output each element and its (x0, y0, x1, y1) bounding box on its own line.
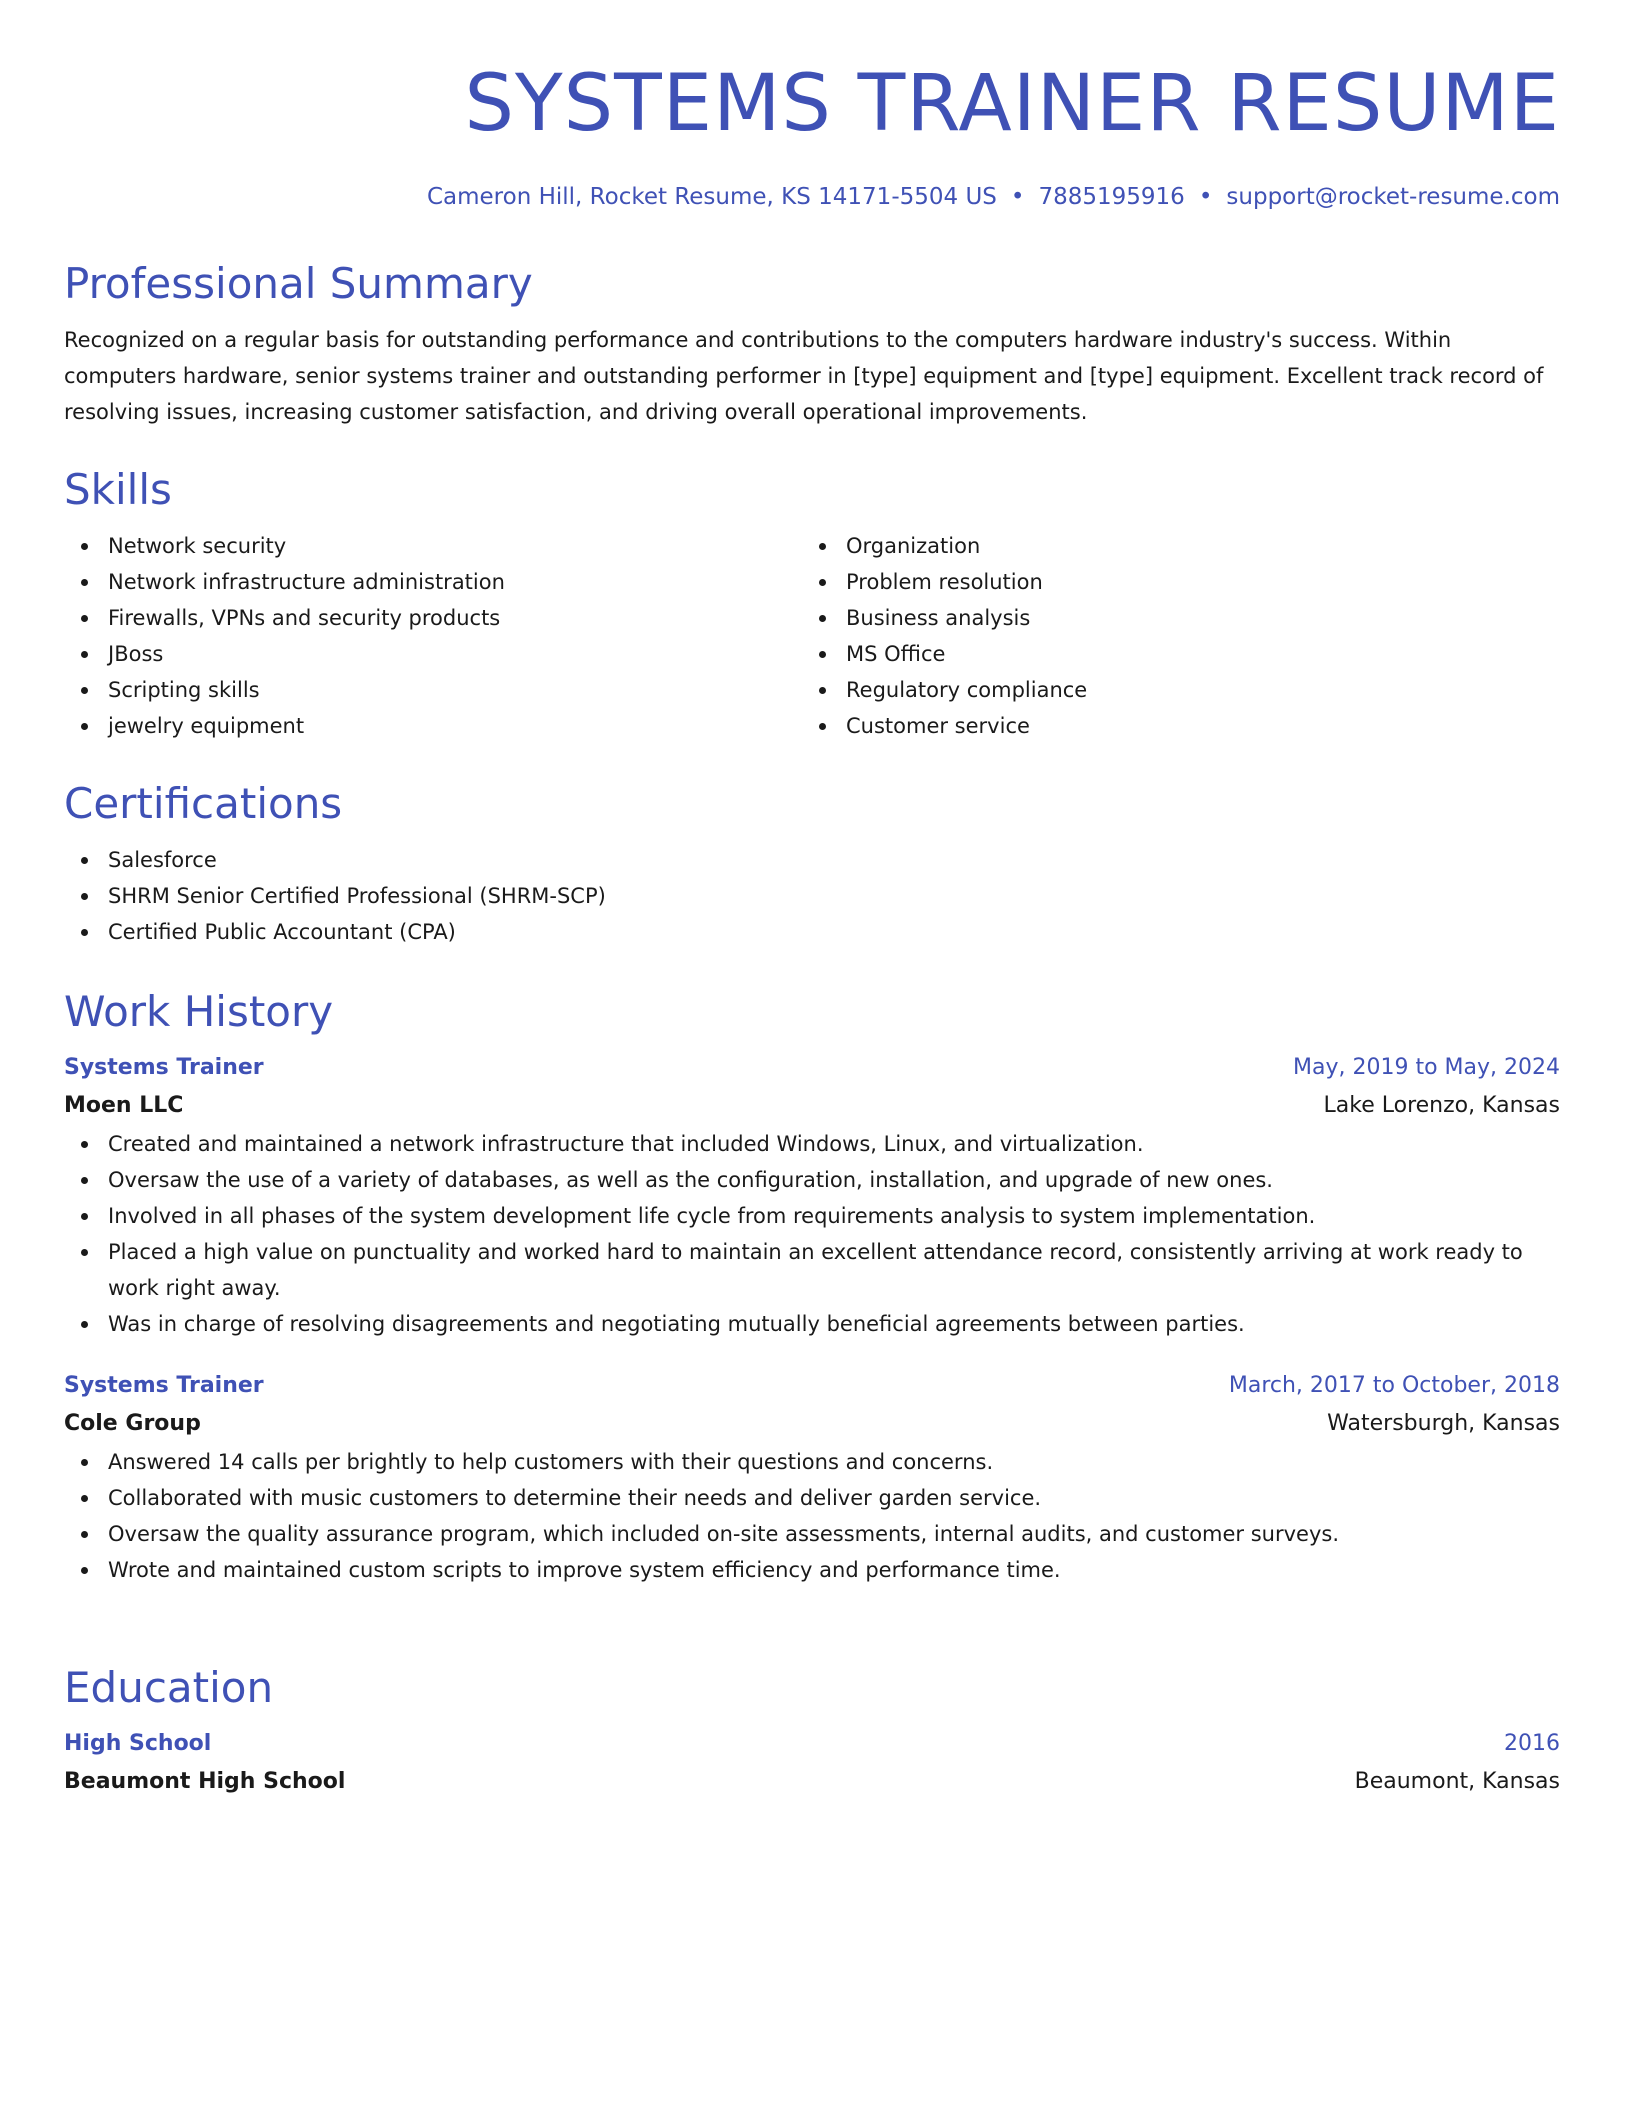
work-history-heading: Work History (64, 987, 334, 1036)
education-section (64, 1662, 1560, 1802)
resume-page (64, 0, 1560, 1794)
job-entry (64, 1368, 1560, 1588)
skills-column-right (802, 528, 1540, 744)
job-entry (64, 1050, 1560, 1342)
skill-item: Business analysis (802, 600, 1540, 636)
skill-item: Scripting skills (64, 672, 802, 708)
skill-item: JBoss (64, 636, 802, 672)
job-bullet: Wrote and maintained custom scripts to improve system efficiency and performance time. (64, 1552, 1560, 1588)
job-bullet: Created and maintained a network infrastructure that included Windows, Linux, and virtualization. (64, 1126, 1560, 1162)
education-school: Beaumont High School (64, 1769, 346, 1794)
certification-item: SHRM Senior Certified Professional (SHRM-SCP) (64, 878, 1560, 914)
contact-separator: • (1010, 184, 1025, 210)
skill-item: Problem resolution (802, 564, 1540, 600)
skill-item: Regulatory compliance (802, 672, 1540, 708)
job-dates: May, 2019 to May, 2024 (1293, 1055, 1560, 1080)
skills-column-left (64, 528, 802, 744)
skill-item: Organization (802, 528, 1540, 564)
job-bullet: Oversaw the use of a variety of databases, as well as the configuration, installation, and upgrade of new ones. (64, 1162, 1560, 1198)
contact-phone: 7885195916 (1038, 184, 1185, 210)
job-location: Watersburgh, Kansas (1327, 1411, 1560, 1436)
skill-item: Network infrastructure administration (64, 564, 802, 600)
education-year: 2016 (1504, 1731, 1560, 1756)
contact-line (427, 182, 1560, 212)
job-company: Cole Group (64, 1411, 201, 1436)
work-history-section (64, 986, 1560, 1588)
certifications-list (64, 842, 1560, 950)
skills-grid (64, 528, 1560, 744)
job-bullet: Placed a high value on punctuality and worked hard to maintain an excellent attendance record, consistently arriving at work ready to work right away. (64, 1234, 1560, 1306)
skills-heading: Skills (64, 465, 172, 514)
summary-section (64, 258, 1560, 430)
contact-separator: • (1198, 184, 1213, 210)
job-bullets (64, 1126, 1560, 1342)
job-dates: March, 2017 to October, 2018 (1228, 1373, 1560, 1398)
skills-section (64, 464, 1560, 744)
contact-address: Cameron Hill, Rocket Resume, KS 14171-5504 US (426, 184, 997, 210)
summary-text: Recognized on a regular basis for outstanding performance and contributions to the computers hardware industry's success. Within computers hardware, senior systems trainer and outstanding performer in [type] equipment and [type] equipment. Excellent track record of resolving issues, increasing customer satisfaction, and driving overall operational improvements. (64, 328, 1544, 424)
resume-title: SYSTEMS TRAINER RESUME (464, 59, 1560, 149)
job-bullet: Was in charge of resolving disagreements and negotiating mutually beneficial agreements between parties. (64, 1306, 1560, 1342)
job-bullet: Oversaw the quality assurance program, which included on-site assessments, internal audits, and customer surveys. (64, 1516, 1560, 1552)
certifications-section (64, 778, 1560, 950)
skill-item: Network security (64, 528, 802, 564)
education-heading: Education (64, 1663, 274, 1712)
skill-item: jewelry equipment (64, 708, 802, 744)
job-bullets (64, 1444, 1560, 1588)
summary-heading: Professional Summary (64, 259, 533, 308)
job-bullet: Answered 14 calls per brightly to help customers with their questions and concerns. (64, 1444, 1560, 1480)
education-degree: High School (64, 1731, 212, 1756)
certification-item: Salesforce (64, 842, 1560, 878)
certification-item: Certified Public Accountant (CPA) (64, 914, 1560, 950)
job-bullet: Collaborated with music customers to determine their needs and deliver garden service. (64, 1480, 1560, 1516)
job-company: Moen LLC (64, 1093, 184, 1118)
certifications-heading: Certifications (64, 779, 343, 828)
job-title: Systems Trainer (64, 1055, 264, 1080)
job-location: Lake Lorenzo, Kansas (1323, 1093, 1560, 1118)
skill-item: Firewalls, VPNs and security products (64, 600, 802, 636)
job-title: Systems Trainer (64, 1373, 264, 1398)
skill-item: Customer service (802, 708, 1540, 744)
contact-email[interactable]: support@rocket-resume.com (1226, 184, 1560, 210)
education-location: Beaumont, Kansas (1354, 1769, 1560, 1794)
education-entry (64, 1726, 1560, 1802)
job-bullet: Involved in all phases of the system development life cycle from requirements analysis to system implementation. (64, 1198, 1560, 1234)
skill-item: MS Office (802, 636, 1540, 672)
